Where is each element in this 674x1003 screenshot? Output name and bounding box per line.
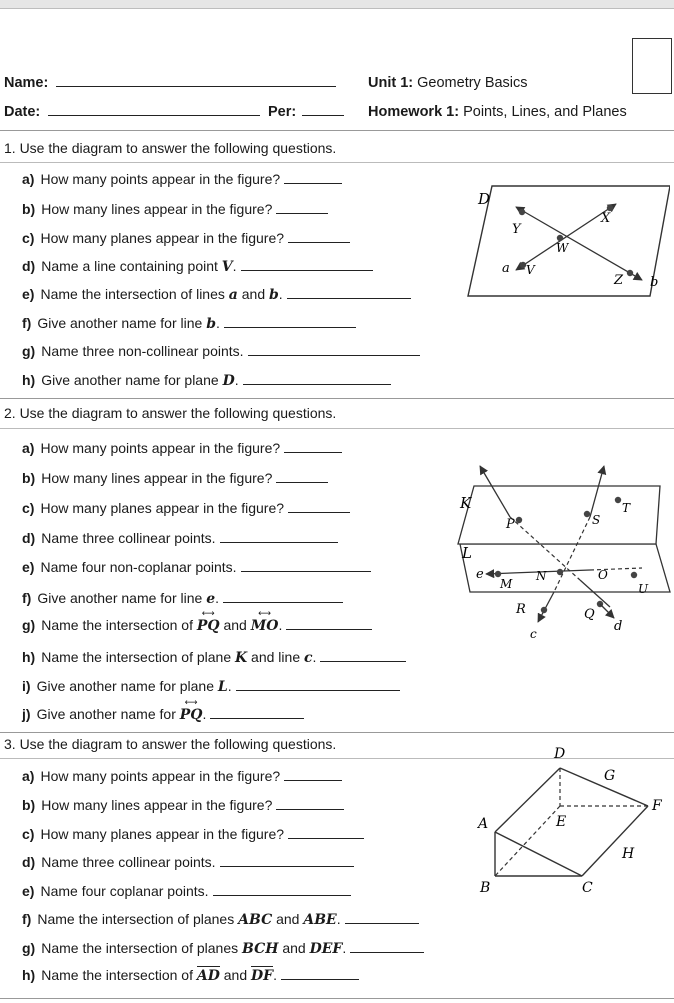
point-f-label: F <box>652 798 662 814</box>
q1-item-b: b) How many lines appear in the figure? <box>22 201 328 217</box>
divider <box>0 428 674 429</box>
answer-blank[interactable] <box>248 354 420 356</box>
point-v-label: V <box>526 263 535 277</box>
line-a-label: a <box>502 261 510 276</box>
answer-blank[interactable] <box>284 779 342 781</box>
q2-item-i: i) Give another name for plane L. <box>22 678 400 695</box>
line-c-lower <box>538 592 554 622</box>
line-b-label: b <box>650 275 659 290</box>
q3-item-h: h) Name the intersection of AD and DF. <box>22 967 359 984</box>
edge-ad <box>495 768 560 832</box>
answer-blank[interactable] <box>276 212 328 214</box>
q1-item-g: g) Name three non-collinear points. <box>22 343 420 359</box>
divider <box>0 998 674 999</box>
divider <box>0 130 674 131</box>
plane-k-outline <box>458 486 660 544</box>
point-s-label: S <box>592 513 601 527</box>
homework-title: Homework 1: Points, Lines, and Planes <box>368 104 627 120</box>
line-d-label: d <box>614 619 623 634</box>
q2-heading: 2. Use the diagram to answer the following questions. <box>4 405 337 421</box>
answer-blank[interactable] <box>210 717 304 719</box>
point-d-label: D <box>554 746 566 762</box>
point-o-label: O <box>598 568 608 582</box>
answer-blank[interactable] <box>345 922 419 924</box>
answer-blank[interactable] <box>288 837 364 839</box>
period-field <box>268 104 344 120</box>
point-x-label: X <box>601 211 611 226</box>
answer-blank[interactable] <box>350 951 424 953</box>
divider <box>0 732 674 733</box>
line-e-label: e <box>476 567 484 582</box>
answer-blank[interactable] <box>276 481 328 483</box>
point-y <box>519 209 525 215</box>
answer-blank[interactable] <box>213 894 351 896</box>
answer-blank[interactable] <box>286 628 372 630</box>
edge-eb <box>495 806 560 876</box>
q3-item-e: e) Name four coplanar points. <box>22 883 351 899</box>
point-n <box>557 569 563 575</box>
date-field <box>4 104 260 120</box>
q2-item-c: c) How many planes appear in the figure? <box>22 500 350 516</box>
q1-item-f: f) Give another name for line b. <box>22 315 356 332</box>
point-n-label: N <box>536 569 547 583</box>
q2-diagram <box>450 462 672 646</box>
line-d-arrow <box>600 604 614 618</box>
answer-blank[interactable] <box>320 660 406 662</box>
plane-k-label: K <box>460 494 472 512</box>
plane-d-label: D <box>478 190 491 208</box>
point-g-label: G <box>604 768 616 784</box>
divider <box>0 398 674 399</box>
name-blank[interactable] <box>56 85 336 87</box>
period-label: Per: <box>268 104 297 120</box>
answer-blank[interactable] <box>236 689 400 691</box>
q2-item-d: d) Name three collinear points. <box>22 530 338 546</box>
point-m-label: M <box>500 577 513 591</box>
q1-diagram <box>464 182 670 300</box>
point-a-label: A <box>478 816 489 832</box>
q2-item-a: a) How many points appear in the figure? <box>22 440 342 456</box>
answer-blank[interactable] <box>243 383 391 385</box>
name-label: Name: <box>4 75 49 91</box>
answer-blank[interactable] <box>241 570 371 572</box>
edge-ac <box>495 832 582 876</box>
plane-d-outline <box>468 186 670 296</box>
point-h-label: H <box>622 846 635 862</box>
q2-item-h: h) Name the intersection of plane K and line c. <box>22 649 406 666</box>
answer-blank[interactable] <box>288 511 350 513</box>
point-y-label: Y <box>512 222 521 237</box>
answer-blank[interactable] <box>284 451 342 453</box>
point-u <box>631 572 637 578</box>
answer-blank[interactable] <box>220 541 338 543</box>
answer-blank[interactable] <box>223 601 343 603</box>
q3-item-b: b) How many lines appear in the figure? <box>22 797 344 813</box>
answer-blank[interactable] <box>284 182 342 184</box>
line-b <box>516 207 642 280</box>
point-z <box>627 270 633 276</box>
score-box <box>632 38 672 94</box>
q3-item-g: g) Name the intersection of planes BCH and DEF. <box>22 940 424 957</box>
q3-heading: 3. Use the diagram to answer the following questions. <box>4 736 337 752</box>
point-s <box>584 511 590 517</box>
answer-blank[interactable] <box>288 241 350 243</box>
page-top-band <box>0 0 674 9</box>
q1-heading: 1. Use the diagram to answer the following questions. <box>4 140 337 156</box>
q2-item-j: j) Give another name for ⟷ PQ. <box>22 706 304 723</box>
point-r <box>541 607 547 613</box>
edge-cf <box>582 806 648 876</box>
point-t-label: T <box>622 501 631 515</box>
q2-item-f: f) Give another name for line e. <box>22 590 343 607</box>
q2-item-g: g) Name the intersection of ⟷ PQ and ⟷ MO. <box>22 617 372 634</box>
period-blank[interactable] <box>302 114 344 116</box>
date-label: Date: <box>4 104 41 120</box>
point-u-label: U <box>638 582 649 596</box>
q1-item-e: e) Name the intersection of lines a and b. <box>22 286 411 303</box>
q1-item-d: d) Name a line containing point V. <box>22 258 373 275</box>
unit-title: Unit 1: Geometry Basics <box>368 75 528 91</box>
line-c-label: c <box>530 627 537 641</box>
point-q-label: Q <box>584 607 595 622</box>
answer-blank[interactable] <box>224 326 356 328</box>
point-w-label: W <box>556 241 569 255</box>
point-p-label: P <box>506 517 515 532</box>
point-t <box>615 497 621 503</box>
point-z-label: Z <box>614 273 624 288</box>
q1-item-c: c) How many planes appear in the figure? <box>22 230 350 246</box>
q1-item-h: h) Give another name for plane D. <box>22 372 391 389</box>
point-e-label: E <box>556 814 567 830</box>
q3-item-a: a) How many points appear in the figure? <box>22 768 342 784</box>
date-blank[interactable] <box>48 114 260 116</box>
q2-item-e: e) Name four non-coplanar points. <box>22 559 371 575</box>
q3-item-c: c) How many planes appear in the figure? <box>22 826 364 842</box>
q3-item-d: d) Name three collinear points. <box>22 854 354 870</box>
point-r-label: R <box>516 602 526 617</box>
name-field <box>4 75 336 91</box>
answer-blank[interactable] <box>241 269 373 271</box>
q3-diagram <box>470 742 670 896</box>
answer-blank[interactable] <box>276 808 344 810</box>
point-b-label: B <box>480 880 491 896</box>
divider <box>0 162 674 163</box>
answer-blank[interactable] <box>281 978 359 980</box>
q2-item-b: b) How many lines appear in the figure? <box>22 470 328 486</box>
q3-item-f: f) Name the intersection of planes ABC and ABE. <box>22 911 419 928</box>
q1-item-a: a) How many points appear in the figure? <box>22 171 342 187</box>
point-p <box>516 517 522 523</box>
point-c-label: C <box>582 880 593 896</box>
answer-blank[interactable] <box>220 865 354 867</box>
answer-blank[interactable] <box>287 297 411 299</box>
plane-l-label: L <box>462 544 472 562</box>
